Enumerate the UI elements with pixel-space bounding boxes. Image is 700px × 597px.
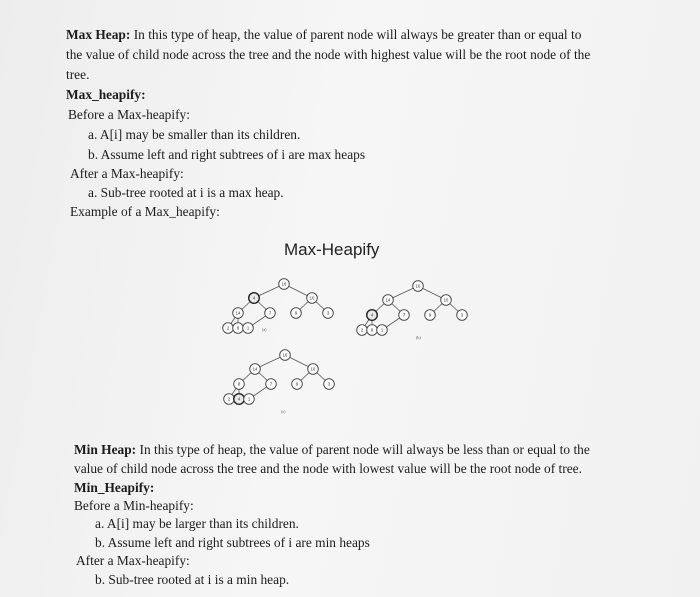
max-heap-heading: Max Heap: [66, 27, 131, 42]
min-after-heading: After a Max-heapify: [76, 553, 190, 568]
heap-node-value: 7 [269, 381, 273, 387]
heap-node [307, 293, 318, 304]
heap-node [250, 364, 261, 375]
tree-a [223, 279, 334, 334]
heap-node-value: 1 [246, 325, 250, 331]
heap-node-value: 10 [309, 295, 315, 301]
heap-node-value: 1 [247, 396, 251, 402]
heap-node [243, 323, 254, 334]
heap-node [413, 281, 424, 292]
min-heapify-heading: Min_Heapify: [74, 480, 155, 495]
heap-node-value: 14 [385, 297, 391, 303]
heap-node-value: 2 [227, 396, 231, 402]
max-heap-def-text-1: In this type of heap, the value of parent node will always be greater than or equal to [133, 27, 582, 42]
heap-node [224, 394, 235, 405]
heap-node [357, 325, 368, 336]
heap-node [457, 310, 468, 321]
heap-node-value: 1 [380, 327, 384, 333]
heap-node [291, 308, 302, 319]
heap-node-value: 2 [226, 325, 230, 331]
heap-node [265, 308, 276, 319]
heap-node-value: 16 [282, 352, 288, 358]
max-after-heading: After a Max-heapify: [70, 166, 184, 181]
max-after-item-a: a. Sub-tree rooted at i is a max heap. [88, 185, 284, 200]
caption-c: (c) [281, 409, 286, 414]
heap-node-value: 3 [326, 310, 330, 316]
heap-node [234, 394, 245, 405]
heap-node [377, 325, 388, 336]
heap-node [244, 394, 255, 405]
heap-node [266, 379, 277, 390]
max-before-item-b: b. Assume left and right subtrees of i are max heaps [88, 147, 366, 162]
heap-node [233, 308, 244, 319]
min-before-heading: Before a Min-heapify: [74, 498, 194, 513]
heap-node [280, 350, 291, 361]
heap-node [308, 364, 319, 375]
tree-b [357, 281, 468, 336]
heap-node [383, 295, 394, 306]
heap-node-value: 9 [294, 310, 298, 316]
heap-node-value: 3 [460, 312, 464, 318]
heap-node [324, 379, 335, 390]
heap-node-value: 14 [252, 366, 258, 372]
heap-node-value: 8 [370, 327, 374, 333]
heap-node [367, 310, 378, 321]
tree-c [224, 350, 335, 405]
heap-node [279, 279, 290, 290]
heap-node-value: 7 [268, 310, 272, 316]
max-heap-def-line-3: tree. [66, 67, 90, 82]
max-example-heading: Example of a Max_heapify: [70, 204, 220, 219]
heap-node-value: 8 [237, 381, 241, 387]
heap-node [292, 379, 303, 390]
heap-node [223, 323, 234, 334]
max-before-item-a: a. A[i] may be smaller than its children. [88, 127, 301, 142]
min-after-item-b: b. Sub-tree rooted at i is a min heap. [95, 572, 290, 587]
heap-node-value: 10 [443, 297, 449, 303]
heap-node-value: 14 [235, 310, 241, 316]
heap-node [323, 308, 334, 319]
heap-node [425, 310, 436, 321]
heap-node-value: 4 [237, 396, 241, 402]
min-before-item-b: b. Assume left and right subtrees of i are min heaps [95, 535, 370, 550]
heap-node-value: 16 [415, 283, 421, 289]
heap-node [233, 323, 244, 334]
caption-a: (a) [262, 327, 267, 332]
min-heap-def-text-1: In this type of heap, the value of parent node will always be less than or equal to the [139, 442, 590, 457]
heap-node-value: 9 [295, 381, 299, 387]
heap-node-value: 4 [370, 312, 374, 318]
min-heap-heading: Min Heap: [74, 442, 137, 457]
max-heapify-heading: Max_heapify: [66, 87, 146, 102]
heap-node-value: 9 [428, 312, 432, 318]
min-heap-def-line-1 [74, 441, 590, 459]
heap-node [441, 295, 452, 306]
caption-b: (b) [416, 335, 421, 340]
heap-node-value: 7 [402, 312, 406, 318]
max-before-heading: Before a Max-heapify: [68, 107, 190, 122]
heap-node-value: 2 [360, 327, 364, 333]
heap-node [367, 325, 378, 336]
heap-node [234, 379, 245, 390]
max-heap-def-line-2: the value of child node across the tree and the node with highest value will be the root node of the [66, 47, 591, 62]
min-heap-def-line-2: value of child node across the tree and the node with lowest value will be the root node of tree. [74, 461, 582, 476]
heap-node-value: 4 [252, 295, 256, 301]
heap-node [399, 310, 410, 321]
figure-title: Max-Heapify [284, 240, 380, 259]
heap-node [249, 293, 260, 304]
min-before-item-a: a. A[i] may be larger than its children. [95, 516, 299, 531]
heap-node-value: 16 [281, 281, 287, 287]
heap-node-value: 8 [236, 325, 240, 331]
heap-node-value: 10 [310, 366, 316, 372]
heap-node-value: 3 [327, 381, 331, 387]
